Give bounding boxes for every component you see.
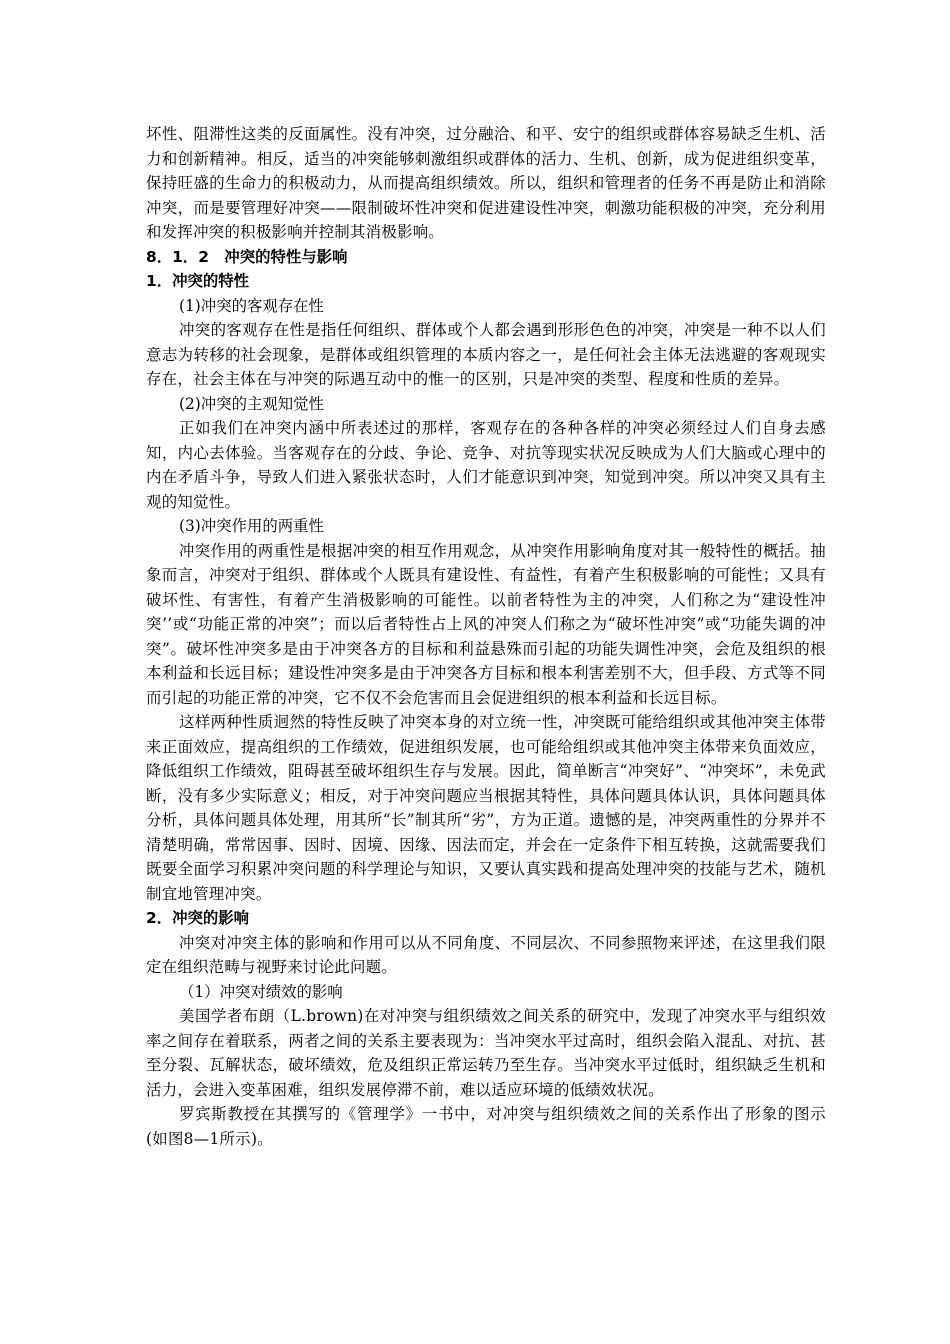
part2-intro-paragraph: 冲突对冲突主体的影响和作用可以从不同角度、不同层次、不同参照物来评述，在这里我们限定在组织范畴与视野来讨论此问题。 [146,933,826,976]
section-heading: 8．1．2 冲突的特性与影响 [146,247,348,266]
part2-heading: 2．冲突的影响 [146,909,250,927]
part2-item1-heading: （1）冲突对绩效的影响 [179,982,343,1001]
item1-paragraph: 冲突的客观存在性是指任何组织、群体或个人都会遇到形形色色的冲突，冲突是一种不以人们意志为转移的社会现象，是群体或组织管理的本质内容之一，是任何社会主体无法逃避的客观现实存在，社会主体在与冲突的际遇互动中的惟一的区别，只是冲突的类型、程度和性质的差异。 [146,321,826,388]
item1-heading: (1)冲突的客观存在性 [179,296,324,315]
item3-paragraph-1: 冲突作用的两重性是根据冲突的相互作用观念，从冲突作用影响角度对其一般特性的概括。抽象而言，冲突对于组织、群体或个人既具有建设性、有益性，有着产生积极影响的可能性；又具有破坏性、有害性，有着产生消极影响的可能性。以前者特性为主的冲突，人们称之为“建设性冲突’’或“功能正常的冲突”；而以后者特性占上风的冲突人们称之为“破坏性冲突”或“功能失调的冲突”。破坏性冲突多是由于冲突各方的目标和利益悬殊而引起的功能失调性冲突，会危及组织的根本利益和长远目标；建设性冲突多是由于冲突各方目标和根本利害差别不大，但手段、方式等不同而引起的功能正常的冲突，它不仅不会危害而且会促进组织的根本利益和长远目标。 [146,541,826,707]
part1-heading: 1．冲突的特性 [146,272,250,290]
item3-heading: (3)冲突作用的两重性 [179,517,324,535]
part2-item1-paragraph-1: 美国学者布朗（L.brown)在对冲突与组织绩效之间关系的研究中，发现了冲突水平与组织效率之间存在着联系，两者之间的关系主要表现为：当冲突水平过高时，组织会陷入混乱、对抗、甚至分裂、瓦解状态，破坏绩效，危及组织正常运转乃至生存。当冲突水平过低时，组织缺乏生机和活力，会进入变革困难，组织发展停滞不前，难以适应环境的低绩效状况。 [146,1007,826,1099]
part2-item1-paragraph-2: 罗宾斯教授在其撰写的《管理学》一书中，对冲突与组织绩效之间的关系作出了形象的图示(如图8—1所示)。 [146,1105,826,1148]
intro-paragraph: 坏性、阻滞性这类的反面属性。没有冲突，过分融洽、和平、安宁的组织或群体容易缺乏生机、活力和创新精神。相反，适当的冲突能够刺激组织或群体的活力、生机、创新，成为促进组织变革，保持旺盛的生命力的积极动力，从而提高组织绩效。所以，组织和管理者的任务不再是防止和消除冲突，而是要管理好冲突——限制破坏性冲突和促进建设性冲突，刺激功能积极的冲突，充分利用和发挥冲突的积极影响并控制其消极影响。 [146,125,826,241]
item2-paragraph: 正如我们在冲突内涵中所表述过的那样，客观存在的各种各样的冲突必须经过人们自身去感知，内心去体验。当客观存在的分歧、争论、竞争、对抗等现实状况反映成为人们大脑或心理中的内在矛盾斗争，导致人们进入紧张状态时，人们才能意识到冲突，知觉到冲突。所以冲突又具有主观的知觉性。 [146,419,826,511]
item2-heading: (2)冲突的主观知觉性 [179,394,324,413]
item3-paragraph-2: 这样两种性质迥然的特性反映了冲突本身的对立统一性，冲突既可能给组织或其他冲突主体带来正面效应，提高组织的工作绩效，促进组织发展，也可能给组织或其他冲突主体带来负面效应，降低组织工作绩效，阻碍甚至破坏组织生存与发展。因此，简单断言“冲突好”、“冲突坏”，未免武断，没有多少实际意义；相反，对于冲突问题应当根据其特性，具体问题具体认识，具体问题具体分析，具体问题具体处理，用其所“长”制其所“劣”，方为正道。遗憾的是，冲突两重性的分界并不清楚明确，常常因事、因时、因境、因缘、因法而定，并会在一定条件下相互转换，这就需要我们既要全面学习积累冲突问题的科学理论与知识，又要认真实践和提高处理冲突的技能与艺术，随机制宜地管理冲突。 [146,713,826,903]
page-content [146,122,826,1151]
